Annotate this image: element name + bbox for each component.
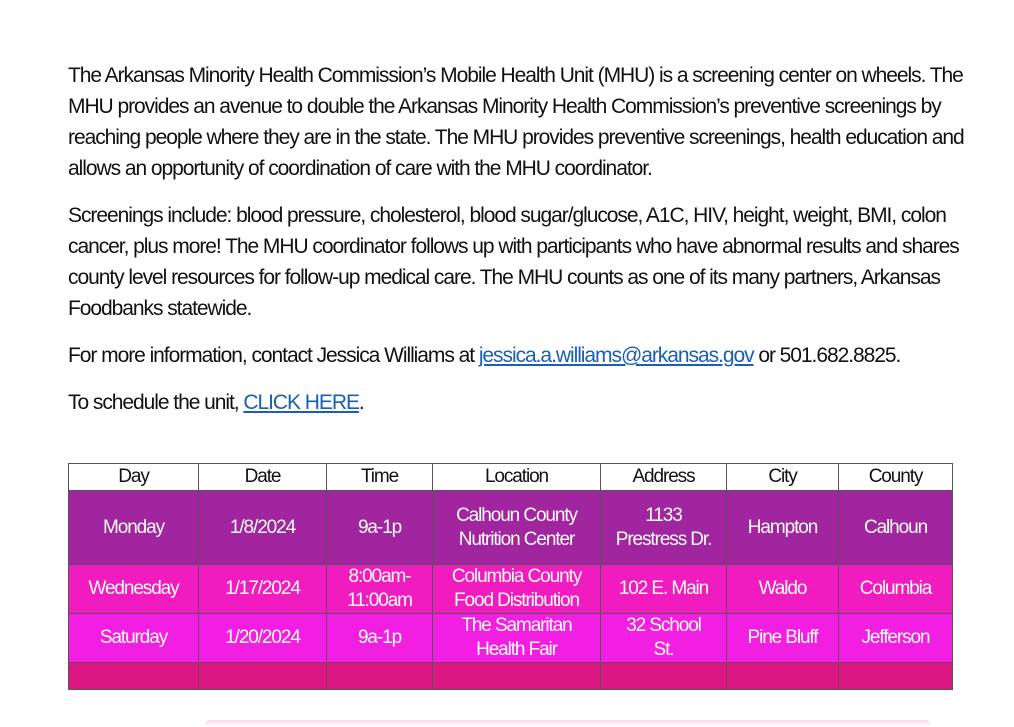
schedule-prefix: To schedule the unit, <box>68 391 244 414</box>
cell-empty <box>839 663 953 690</box>
cell-day: Saturday <box>69 614 199 663</box>
intro-paragraph-1: The Arkansas Minority Health Commission’s Mobile Health Unit (MHU) is a screening center on wheels. The MHU provides an avenue to double the Arkansas Minority Health Commission’s preventive screenings by reaching people where they are in the state. The MHU provides preventive screenings, health education and allows an opportunity of coordination of care with the MHU coordinator. <box>68 64 964 180</box>
cell-county: Columbia <box>839 565 953 614</box>
header-date: Date <box>199 464 327 491</box>
table-row <box>69 491 953 565</box>
cell-city: Pine Bluff <box>727 614 839 663</box>
cell-city: Waldo <box>727 565 839 614</box>
cell-time: 8:00am-11:00am <box>327 565 433 614</box>
contact-prefix: For more information, contact Jessica Williams at <box>68 344 479 367</box>
cell-address: 102 E. Main <box>601 565 727 614</box>
cell-empty <box>199 663 327 690</box>
cell-address: 32 School St. <box>601 614 727 663</box>
header-day: Day <box>69 464 199 491</box>
email-link[interactable]: jessica.a.williams@arkansas.gov <box>478 344 754 367</box>
header-location: Location <box>433 464 601 491</box>
cell-day: Wednesday <box>69 565 199 614</box>
cell-time: 9a-1p <box>327 491 433 565</box>
cell-county: Calhoun <box>839 491 953 565</box>
cell-county: Jefferson <box>839 614 953 663</box>
contact-paragraph <box>68 340 1003 371</box>
header-address: Address <box>601 464 727 491</box>
cell-empty <box>601 663 727 690</box>
bottom-banner-edge <box>205 720 930 727</box>
cell-location: Calhoun County Nutrition Center <box>433 491 601 565</box>
schedule-table <box>68 463 953 690</box>
schedule-paragraph <box>68 387 1003 418</box>
cell-date: 1/8/2024 <box>199 491 327 565</box>
header-time: Time <box>327 464 433 491</box>
schedule-suffix: . <box>358 391 364 414</box>
table-header-row <box>69 464 953 491</box>
table-row <box>69 565 953 614</box>
cell-empty <box>69 663 199 690</box>
cell-empty <box>433 663 601 690</box>
cell-location: The Samaritan Health Fair <box>433 614 601 663</box>
intro-paragraph-2: Screenings include: blood pressure, cholesterol, blood sugar/glucose, A1C, HIV, height, weight, BMI, colon cancer, plus more! The MHU coordinator follows up with participants who have abnormal results and shares county level resources for follow-up medical care. The MHU counts as one of its many partners, Arkansas Foodbanks statewide. <box>68 204 959 320</box>
cell-date: 1/17/2024 <box>199 565 327 614</box>
click-here-link[interactable]: CLICK HERE <box>243 391 359 414</box>
cell-date: 1/20/2024 <box>199 614 327 663</box>
cell-address: 1133 Prestress Dr. <box>601 491 727 565</box>
cell-day: Monday <box>69 491 199 565</box>
cell-city: Hampton <box>727 491 839 565</box>
cell-empty <box>327 663 433 690</box>
header-county: County <box>839 464 953 491</box>
cell-empty <box>727 663 839 690</box>
cell-time: 9a-1p <box>327 614 433 663</box>
cell-location: Columbia County Food Distribution <box>433 565 601 614</box>
table-row <box>69 614 953 663</box>
contact-suffix: or 501.682.8825. <box>753 344 901 367</box>
table-empty-row <box>69 663 953 690</box>
document-body <box>68 60 1003 434</box>
header-city: City <box>727 464 839 491</box>
